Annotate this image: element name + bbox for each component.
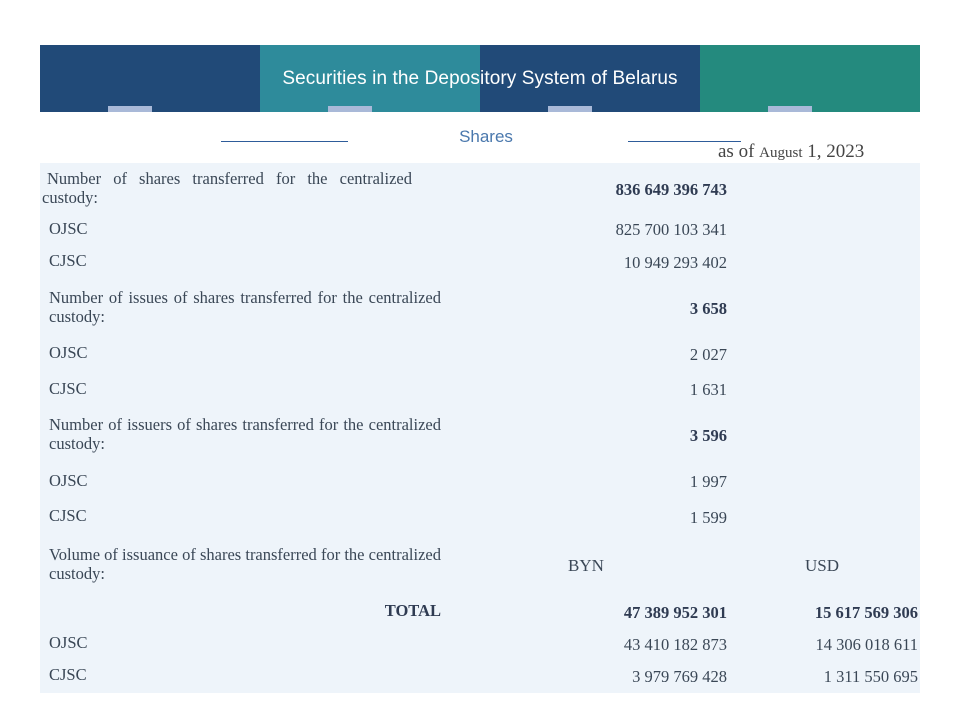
shares-count-label: Number of shares transferred for the centralized custody: [42,169,412,207]
title-banner [40,45,920,112]
issuers-ojsc-label: OJSC [49,471,88,490]
volume-ojsc-label: OJSC [49,633,88,652]
volume-cjsc-usd: 1 311 550 695 [823,667,918,686]
shares-ojsc-value: 825 700 103 341 [615,220,727,239]
issues-cjsc-value: 1 631 [689,380,727,399]
shares-cjsc-value: 10 949 293 402 [623,253,727,272]
issuers-ojsc-value: 1 997 [689,472,727,491]
issuers-count-label: Number of issuers of shares transferred for the centralized custody: [49,415,441,453]
issuers-cjsc-label: CJSC [49,506,87,525]
volume-total-byn: 47 389 952 301 [623,603,727,622]
issues-ojsc-label: OJSC [49,343,88,362]
column-header-byn: BYN [568,556,604,575]
shares-count-total: 836 649 396 743 [615,180,727,199]
column-header-usd: USD [805,556,840,575]
as-of-day-year: 1, 2023 [807,141,865,162]
volume-total-label: TOTAL [384,601,441,620]
page-title: Securities in the Depository System of Belarus [282,68,678,89]
as-of-month: August [759,145,803,161]
issues-ojsc-value: 2 027 [689,345,727,364]
volume-total-usd: 15 617 569 306 [814,603,918,622]
volume-ojsc-usd: 14 306 018 611 [815,635,918,654]
subtitle-divider-left [221,141,348,142]
volume-ojsc-byn: 43 410 182 873 [623,635,727,654]
as-of-date [718,141,864,163]
section-subtitle: Shares [459,127,513,146]
shares-cjsc-label: CJSC [49,251,87,270]
issues-count-total: 3 658 [689,299,727,318]
volume-cjsc-byn: 3 979 769 428 [632,667,727,686]
issues-cjsc-label: CJSC [49,379,87,398]
issuers-count-total: 3 596 [689,426,727,445]
as-of-prefix: as of [718,141,755,162]
shares-ojsc-label: OJSC [49,219,88,238]
issues-count-label: Number of issues of shares transferred for the centralized custody: [49,288,441,326]
volume-cjsc-label: CJSC [49,665,87,684]
volume-label: Volume of issuance of shares transferred for the centralized custody: [49,545,441,583]
issuers-cjsc-value: 1 599 [689,508,727,527]
